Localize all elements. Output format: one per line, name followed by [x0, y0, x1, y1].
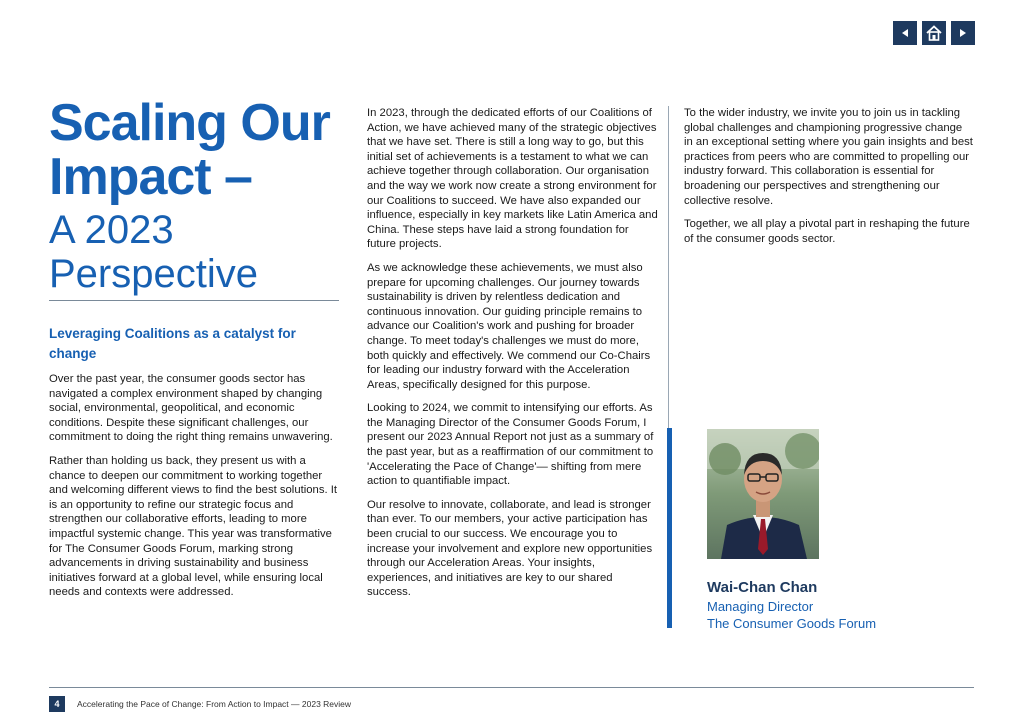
footer-divider	[49, 687, 974, 688]
triangle-right-icon	[958, 28, 968, 38]
paragraph: As we acknowledge these achievements, we must also prepare for upcoming challenges. Our journey towards sustainability is driven by relentless dedication and continuous innovation. Our guiding principle remains to advance our Coalition's work and pushing for broader change. To meet today's challenges we must do more, both quickly and effectively. We commend our Co-Chairs for leading our industry forward with the Acceleration Areas, specifically designed for this purpose.	[367, 261, 651, 391]
title-line-4: Perspective	[49, 252, 258, 296]
portrait-photo	[707, 429, 819, 559]
column-2	[367, 106, 659, 609]
title-line-1: Scaling Our	[49, 94, 330, 152]
previous-page-button[interactable]	[893, 21, 917, 45]
paragraph: Rather than holding us back, they present us with a chance to deepen our commitment to working together and welcoming different views to find the best solutions. It is an opportunity to refine our strategic focus and strengthen our collaborative efforts, leading to more impactful systemic change. This year was transformative for The Consumer Goods Forum, marking strong advancements in driving sustainability and business initiatives forward at a global level, while ensuring local needs and contexts were addressed.	[49, 454, 338, 599]
signatory-block	[707, 578, 967, 632]
home-icon	[925, 24, 943, 42]
title-line-2: Impact –	[49, 148, 252, 206]
page-title	[49, 96, 341, 296]
footer-text: Accelerating the Pace of Change: From Action to Impact — 2023 Review	[77, 699, 352, 709]
signatory-name: Wai-Chan Chan	[707, 579, 818, 596]
title-divider	[49, 300, 339, 301]
paragraph: Together, we all play a pivotal part in reshaping the future of the consumer goods sector.	[684, 218, 970, 245]
home-button[interactable]	[922, 21, 946, 45]
title-line-3: A 2023	[49, 208, 174, 252]
signatory-organisation: The Consumer Goods Forum	[707, 616, 877, 631]
column-divider	[668, 106, 669, 428]
signatory-role: Managing Director	[707, 599, 814, 614]
column-3	[684, 106, 974, 255]
triangle-left-icon	[900, 28, 910, 38]
paragraph: To the wider industry, we invite you to join us in tackling global challenges and championing progressive change in an exceptional setting where you gain insights and best practices from peers who are committed to propelling our industry forward. This collaboration is essential for broadening our perspectives and strengthening our collective resolve.	[684, 107, 973, 207]
column-1	[49, 324, 339, 609]
accent-bar	[667, 428, 672, 628]
page-number: 4	[49, 696, 65, 712]
next-page-button[interactable]	[951, 21, 975, 45]
page-navigation	[893, 21, 975, 45]
paragraph: Over the past year, the consumer goods sector has navigated a complex environment shaped by changing social, environmental, geopolitical, and economic conditions. Despite these significant challenges, our commitment to doing the right thing remains unwavering.	[49, 373, 333, 444]
paragraph: Our resolve to innovate, collaborate, and lead is stronger than ever. To our members, your active participation has been crucial to our success. We encourage you to increase your involvement and explore new opportunities through our Acceleration Areas. Your insights, experiences, and initiatives are key to our shared success.	[367, 498, 653, 599]
section-subheading: Leveraging Coalitions as a catalyst for change	[49, 326, 296, 361]
paragraph: Looking to 2024, we commit to intensifying our efforts. As the Managing Director of the Consumer Goods Forum, I present our 2023 Annual Report not just as a summary of the past year, but as a reaffirmation of our commitment to 'Accelerating the Pace of Change'— shifting from mere action to quantifiable impact.	[367, 402, 654, 488]
paragraph: In 2023, through the dedicated efforts of our Coalitions of Action, we have achieved many of the strategic objectives that we have set. There is still a long way to go, but this initial set of achievements is a testament to what we can achieve together through collaboration. Our organisation and the way we work now create a strong environment for our Coalitions to succeed. We have also expanded our influence, especially in key markets like Latin America and China. These steps have laid a strong foundation for future projects.	[367, 107, 658, 251]
